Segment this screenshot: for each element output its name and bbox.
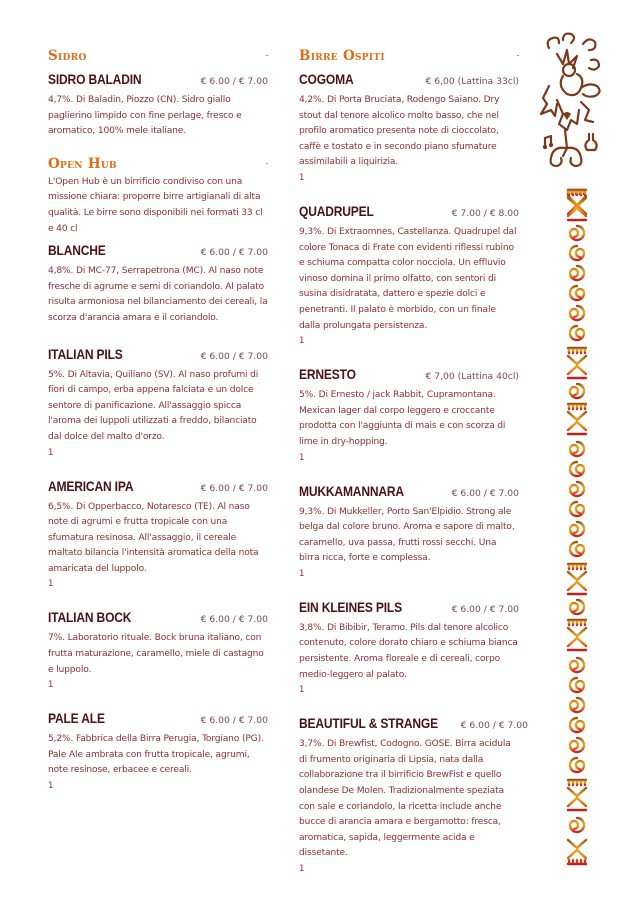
item-quantity: 1 [299,685,305,696]
divider-dot [266,55,268,56]
item-name: BLANCHE [48,242,106,259]
item-price: € 7,00 (Lattina 40cl) [425,371,519,383]
item-description: 4,8%. Di MC-77, Serrapetrona (MC). Al naso note fresche di agrume e semi di coriandolo. Al palato risulta armoniosa nel bilanciamento dei cereali, la scorza d'arancia amara e il coriandolo. [48,266,268,323]
item-price: € 6.00 / € 7.00 [200,614,268,626]
item-description: 5%. Di Altavia, Quiliano (SV). Al naso profumi di fiori di campo, erba appena falciata e un dolce sentore di panificazione. All'assaggio spicca l'aroma dei luppoli utilizzati a freddo, bilanciato dal dolce del malto d'orzo. [48,369,259,442]
item-description: 4,7%. Di Baladin, Piozzo (CN). Sidro giallo paglierino limpido con fine perlage, fresco e aromatico, 100% mele italiane. [48,95,242,137]
jester-musician-illustration-icon [535,30,605,175]
item-description: 6,5%. Di Opperbacco, Notaresco (TE). Al naso note di agrumi e frutta tropicale con una sfumatura resinosa. All'assaggio, il cereale maltato bilancia l'intensità aromatica della nota amaricata del luppolo. [48,501,259,574]
menu-item [299,363,519,465]
item-description: 7%. Laboratorio rituale. Bock bruna italiano, con frutta maturazione, caramello, miele di castagno e luppolo. [48,633,264,675]
menu-item [48,707,268,794]
item-name: BEAUTIFUL & STRANGE [299,715,438,732]
menu-item [48,606,268,693]
item-name: QUADRUPEL [299,202,374,219]
menu-item [299,712,528,877]
item-description: 4,2%. Di Porta Bruciata, Rodengo Saiano. Dry stout dal tenore alcolico molto basso, che nel profilo aromatico presenta note di cioccolato, caffè e tostato e in secondo piano sfumature assimilabili a liquirizia. [299,95,500,168]
item-description: 9,3%. Di Mukkeller, Porto San'Elpidio. Strong ale belga dal colore bruno. Aroma e sapore di malto, caramello, uva passa, frutti rossi secchi. Una birra ricca, forte e complessa. [299,506,515,564]
section-intro: L'Open Hub è un birrificio condiviso con una missione chiara: proporre birre artigianali di alta qualità. Le birre sono disponibili nei formati 33 cl e 40 cl [48,176,263,234]
left-column [48,44,268,794]
item-quantity: 1 [48,680,54,691]
item-price: € 6.00 / € 7.00 [200,247,268,259]
item-description: 3,8%. Di Bibibir, Teramo. Pils dal tenore alcolico contenuto, colore dorato chiaro e schiuma bianca persistente. Aroma floreale e di cereali, corpo medio-leggero al palato. [299,622,518,680]
item-quantity: 1 [299,336,305,347]
item-quantity: 1 [48,781,54,792]
item-price: € 6.00 / € 7.00 [451,487,519,499]
item-name: PALE ALE [48,710,105,727]
right-column [299,44,528,877]
item-price: € 6.00 / € 7.00 [200,76,268,87]
section-birre-ospiti [299,46,528,877]
menu-item [48,239,268,326]
item-price: € 6.00 / € 7.00 [200,482,268,494]
section-sidro [48,46,268,140]
item-quantity: 1 [299,172,305,183]
item-description: 3,7%. Di Brewfist, Codogno. GOSE. Birra acidula di frumento originaria di Lipsia, nata dalla collaborazione tra il birrificio BrewFist e quello olandese De Molen. Tradizionalmente speziata con sale e coriandolo, la ricetta include anche bucce di arancia amara e bergamotto: fresca, aromatica, sapida, leggermente acida e dissetante. [299,739,511,859]
item-price: € 6.00 / € 7.00 [200,350,268,362]
item-name: SIDRO BALADIN [48,71,142,87]
tribal-spiral-border-icon [566,188,588,868]
divider-dot [266,163,268,164]
item-name: ITALIAN PILS [48,345,123,362]
item-name: ERNESTO [299,366,356,383]
menu-item [299,200,519,349]
divider-dot [517,55,519,56]
menu-item [48,68,268,140]
item-price: € 6,00 (Lattina 33cl) [425,76,519,87]
menu-item [48,343,268,461]
item-quantity: 1 [299,864,305,874]
item-name: MUKKAMANNARA [299,482,404,499]
item-description: 5%. Di Ernesto / jack Rabbit, Cupramontana. Mexican lager dal corpo leggero e croccante prodotta con l'aggiunta di mais e con scorza di lime in dry-hopping. [299,390,506,447]
item-price: € 6.00 / € 7.00 [451,603,519,615]
item-description: 9,3%. Di Extraomnes, Castellanza. Quadrupel dal colore Tonaca di Frate con evidenti riflessi rubino e schiuma compatta color nocciola. Un effluvio vinoso domina il primo olfatto, con sentori di susina disidratata, dattero e spezie dolci e penetranti. Il palato è morbido, con un finale dalla prolungata persistenza. [299,226,517,331]
menu-item [299,480,519,582]
section-title: Birre Ospiti [299,46,519,66]
item-quantity: 1 [299,452,305,463]
menu-item [48,475,268,593]
item-quantity: 1 [48,447,54,458]
item-quantity: 1 [48,579,54,590]
section-title: Sidro [48,46,268,66]
section-open-hub [48,154,268,794]
menu-item [299,68,519,186]
item-description: 5,2%. Fabbrica della Birra Perugia, Torgiano (PG). Pale Ale ambrata con frutta tropicale, agrumi, note resinose, erbacee e cereali. [48,734,264,776]
item-name: EIN KLEINES PILS [299,598,402,615]
item-name: COGOMA [299,71,354,87]
item-quantity: 1 [299,568,305,579]
item-price: € 6.00 / € 7.00 [460,720,528,732]
item-name: ITALIAN BOCK [48,609,132,626]
item-price: € 6.00 / € 7.00 [200,715,268,727]
item-name: AMERICAN IPA [48,477,134,494]
item-price: € 7.00 / € 8.00 [451,207,519,219]
section-title: Open Hub [48,154,268,174]
menu-item [299,596,519,698]
